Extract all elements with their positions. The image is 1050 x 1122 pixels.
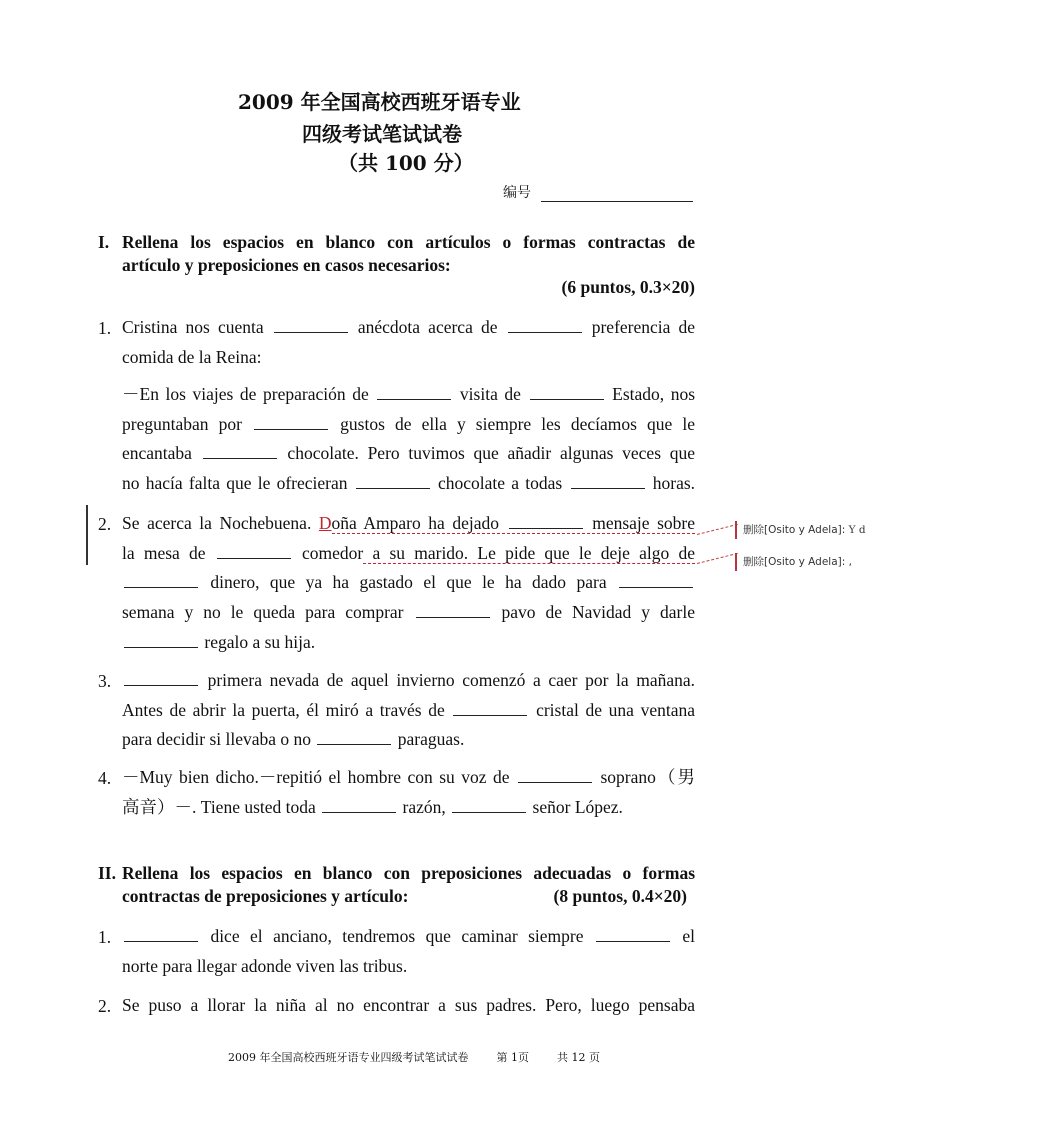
serial-number-label: 编号 <box>503 186 531 201</box>
answer-blank[interactable] <box>124 630 198 648</box>
answer-blank[interactable] <box>322 795 396 813</box>
answer-blank[interactable] <box>530 382 604 400</box>
section-2-instruction-line2: contractas de preposiciones y artículo: <box>122 886 409 906</box>
footer-page-number: 第 1页 <box>496 1051 529 1064</box>
section-1-instruction-line1: Rellena los espacios en blanco con artículos o formas contractas de <box>122 232 695 252</box>
answer-blank[interactable] <box>452 795 526 813</box>
answer-blank[interactable] <box>254 412 328 430</box>
change-bar <box>86 505 88 565</box>
serial-number-field <box>503 182 693 202</box>
answer-blank[interactable] <box>124 924 198 942</box>
comment-content: , <box>848 556 852 568</box>
question-4: －Muy bien dicho.－repitió el hombre con su voz de soprano（男 高音）－. Tiene usted toda razón, señor López. <box>122 767 696 817</box>
question-3: primera nevada de aquel invierno comenzó a caer por la mañana. Antes de abrir la puerta, él miró a través de cristal de una ventana para decidir si llevaba o no paraguas. <box>122 670 696 750</box>
answer-blank[interactable] <box>274 315 348 333</box>
section-2-instruction-line1: Rellena los espacios en blanco con preposiciones adecuadas o formas <box>122 863 695 883</box>
page-footer <box>228 1049 628 1065</box>
comment-label: 删除[Osito y Adela]: <box>743 556 846 568</box>
answer-blank[interactable] <box>317 727 391 745</box>
deletion-comment-2[interactable] <box>735 553 852 571</box>
answer-blank[interactable] <box>619 570 693 588</box>
item-number: 2. <box>98 996 112 1016</box>
answer-blank[interactable] <box>518 765 592 783</box>
item-number: 3. <box>98 671 112 691</box>
answer-blank[interactable] <box>509 511 583 529</box>
answer-blank[interactable] <box>416 600 490 618</box>
deletion-comment-1[interactable] <box>735 521 866 539</box>
tracked-insertion[interactable]: D <box>318 513 332 533</box>
comment-label: 删除[Osito y Adela]: <box>743 524 846 536</box>
answer-blank[interactable] <box>356 471 430 489</box>
section-2-number: II. <box>98 863 116 883</box>
comment-connector <box>697 553 738 564</box>
answer-blank[interactable] <box>124 570 198 588</box>
question-1-dialogue: －En los viajes de preparación de visita de Estado, nos preguntaban por gustos de ella y siempre les decíamos que le encantaba chocolate. Pero tuvimos que añadir algunas veces que no hacía falta que le ofrecieran chocolate a todas horas. <box>122 384 696 494</box>
section-2-question-1: dice el anciano, tendremos que caminar siempre el norte para llegar adonde viven las tribus. <box>122 926 696 976</box>
answer-blank[interactable] <box>571 471 645 489</box>
item-number: 1. <box>98 318 112 338</box>
item-number: 2. <box>98 514 112 534</box>
serial-number-blank[interactable] <box>541 187 693 202</box>
item-number: 4. <box>98 768 112 788</box>
footer-total-pages: 共 12 页 <box>557 1051 600 1064</box>
exam-title-line1: 2009 年全国高校西班牙语专业 <box>238 90 521 114</box>
section-1-points: (6 puntos, 0.3×20) <box>561 277 695 297</box>
answer-blank[interactable] <box>203 441 277 459</box>
question-2: Se acerca la Nochebuena. Doña Amparo ha dejado mensaje sobre la mesa de comedor a su marido. Le pide que le deje algo de dinero, que ya ha gastado el que le ha dado para semana y no le queda para comprar pavo de Navidad y darle regalo a su hija. <box>122 513 696 652</box>
section-2-question-2: Se puso a llorar la niña al no encontrar a sus padres. Pero, luego pensaba <box>122 995 695 1015</box>
item-number: 1. <box>98 927 112 947</box>
section-1-instruction-line2: artículo y preposiciones en casos necesarios: <box>122 255 451 275</box>
question-1: Cristina nos cuenta anécdota acerca de preferencia de comida de la Reina: <box>122 317 696 367</box>
comment-content: Y d <box>848 524 866 536</box>
exam-total-score: （共 100 分） <box>338 151 474 175</box>
answer-blank[interactable] <box>453 698 527 716</box>
answer-blank[interactable] <box>596 924 670 942</box>
answer-blank[interactable] <box>124 668 198 686</box>
answer-blank[interactable] <box>508 315 582 333</box>
comment-connector <box>697 524 738 535</box>
exam-title-line2: 四级考试笔试试卷 <box>302 122 462 146</box>
section-1-number: I. <box>98 232 110 252</box>
section-2-points: (8 puntos, 0.4×20) <box>553 886 687 906</box>
answer-blank[interactable] <box>377 382 451 400</box>
answer-blank[interactable] <box>217 541 291 559</box>
footer-title: 2009 年全国高校西班牙语专业四级考试笔试试卷 <box>228 1051 469 1064</box>
